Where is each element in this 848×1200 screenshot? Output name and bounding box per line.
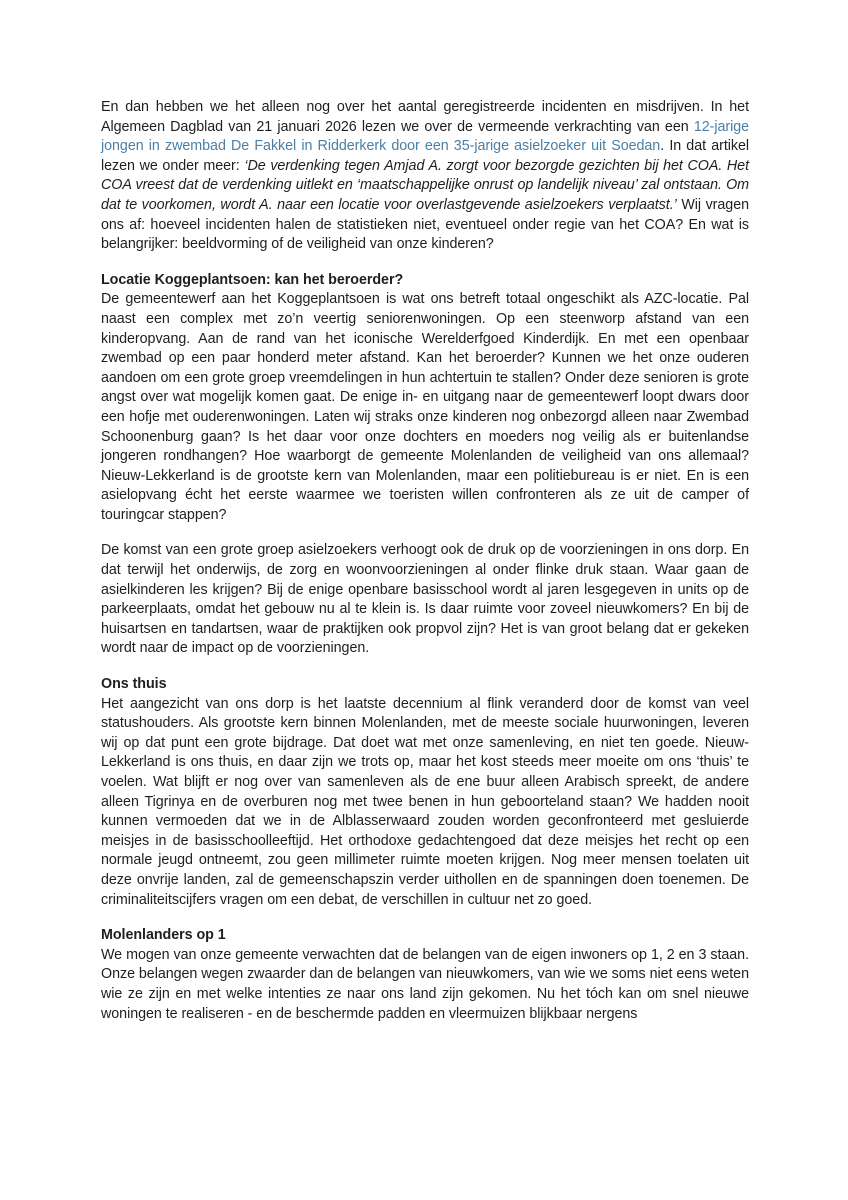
koggeplantsoen-paragraph-2: De komst van een grote groep asielzoekers verhoogt ook de druk op de voorzieningen in ons dorp. En dat terwijl het onderwijs, de zorg en woonvoorzieningen al onder flinke druk staan. Waar gaan de asielkinderen les krijgen? Bij de enige openbare basisschool wordt al jaren lesgegeven in units op de parkeerplaats, omdat het gebouw nu al te klein is. Is daar ruimte voor zoveel nieuwkomers? En bij de huisartsen en tandartsen, waar de praktijken ook propvol zijn? Het is van groot belang dat er gekeken wordt naar de impact op de voorzieningen. bbox=[101, 542, 749, 657]
article-link[interactable]: 12-jarige jongen in zwembad De Fakkel in Ridderkerk door een 35-jarige asielzoeker uit Soedan bbox=[101, 118, 749, 155]
section-heading-koggeplantsoen: Locatie Koggeplantsoen: kan het beroerder? bbox=[101, 271, 404, 288]
intro-paragraph bbox=[101, 98, 749, 255]
molenlanders-paragraph: We mogen van onze gemeente verwachten dat de belangen van de eigen inwoners op 1, 2 en 3 staan. Onze belangen wegen zwaarder dan de belangen van nieuwkomers, van wie we soms niet eens weten wie ze zijn en met welke intenties ze naar ons land zijn gekomen. Nu het tóch kan om snel nieuwe woningen te realiseren - en de beschermde padden en vleermuizen blijkbaar nergens bbox=[101, 946, 749, 1022]
section-heading-molenlanders: Molenlanders op 1 bbox=[101, 927, 226, 944]
koggeplantsoen-paragraph-1: De gemeentewerf aan het Koggeplantsoen is wat ons betreft totaal ongeschikt als AZC-locatie. Pal naast een complex met zo’n veertig seniorenwoningen. Op een steenworp afstand van een kinderopvang. Aan de rand van het iconische Werelderfgoed Kinderdijk. En met een openbaar zwembad op een paar honderd meter afstand. Kan het beroerder? Kunnen we het onze ouderen aandoen om een grote groep vreemdelingen in hun achtertuin te stallen? Onder deze senioren is grote angst over wat mogelijk komen gaat. De enige in- en uitgang naar de gemeentewerf loopt dwars door een hofje met ouderenwoningen. Laten wij straks onze kinderen nog onbezorgd alleen naar Zwembad Schoonenburg gaan? Is het daar voor onze dochters en moeders nog veilig als er buitenlandse jongeren rondhangen? Hoe waarborgt de gemeente Molenlanden de veiligheid van ons allemaal? Nieuw-Lekkerland is de grootste kern van Molenlanden, maar een politiebureau is er niet. En is een asielopvang écht het eerste waarmee we toeristen willen confronteren als ze uit de camper of touringcar stappen? bbox=[101, 291, 749, 523]
section-heading-ons-thuis: Ons thuis bbox=[101, 676, 167, 693]
intro-text-a: En dan hebben we het alleen nog over het aantal geregistreerde incidenten en misdrijven. In het Algemeen Dagblad van 21 januari 2026 lezen we over de vermeende verkrachting van een bbox=[101, 99, 749, 135]
intro-text-c: Wij vragen ons af: hoeveel incidenten halen de statistieken niet, eventueel onder regie van het COA? En wat is belangrijker: beeldvorming of de veiligheid van onze kinderen? bbox=[101, 196, 749, 253]
article-quote: ‘De verdenking tegen Amjad A. zorgt voor bezorgde gezichten bij het COA. Het COA vreest dat de verdenking uitlekt en ‘maatschappelijke onrust op landelijk niveau’ zal ontstaan. Om dat te voorkomen, wordt A. naar een locatie voor overlastgevende asielzoekers verplaatst.’ bbox=[101, 157, 749, 213]
intro-text-b: . In dat artikel lezen we onder meer: bbox=[101, 138, 749, 174]
document-page bbox=[101, 98, 749, 1040]
ons-thuis-paragraph: Het aangezicht van ons dorp is het laatste decennium al flink veranderd door de komst van veel statushouders. Als grootste kern binnen Molenlanden, met de meeste sociale huurwoningen, leveren wij op dat punt een grote bijdrage. Dat doet wat met onze samenleving, en niet ten goede. Nieuw-Lekkerland is ons thuis, en daar zijn we trots op, maar het kost steeds meer moeite om ons ‘thuis’ te voelen. Wat blijft er nog over van samenleven als de ene buur alleen Arabisch spreekt, de andere alleen Tigrinya en de overburen nog met twee benen in hun geboorteland staan? We hadden nooit kunnen vermoeden dat we in de Alblasserwaard zouden worden geconfronteerd met gesluierde meisjes in de basisschoolleeftijd. Het orthodoxe gedachtengoed dat deze meisjes het recht op een normale jeugd ontneemt, zou geen millimeter ruimte moeten krijgen. Nog meer mensen toelaten uit deze onvrije landen, zal de gemeenschapszin verder uithollen en de spanningen doen toenemen. De criminaliteitscijfers vragen om een debat, de verschillen in cultuur net zo goed. bbox=[101, 695, 749, 908]
